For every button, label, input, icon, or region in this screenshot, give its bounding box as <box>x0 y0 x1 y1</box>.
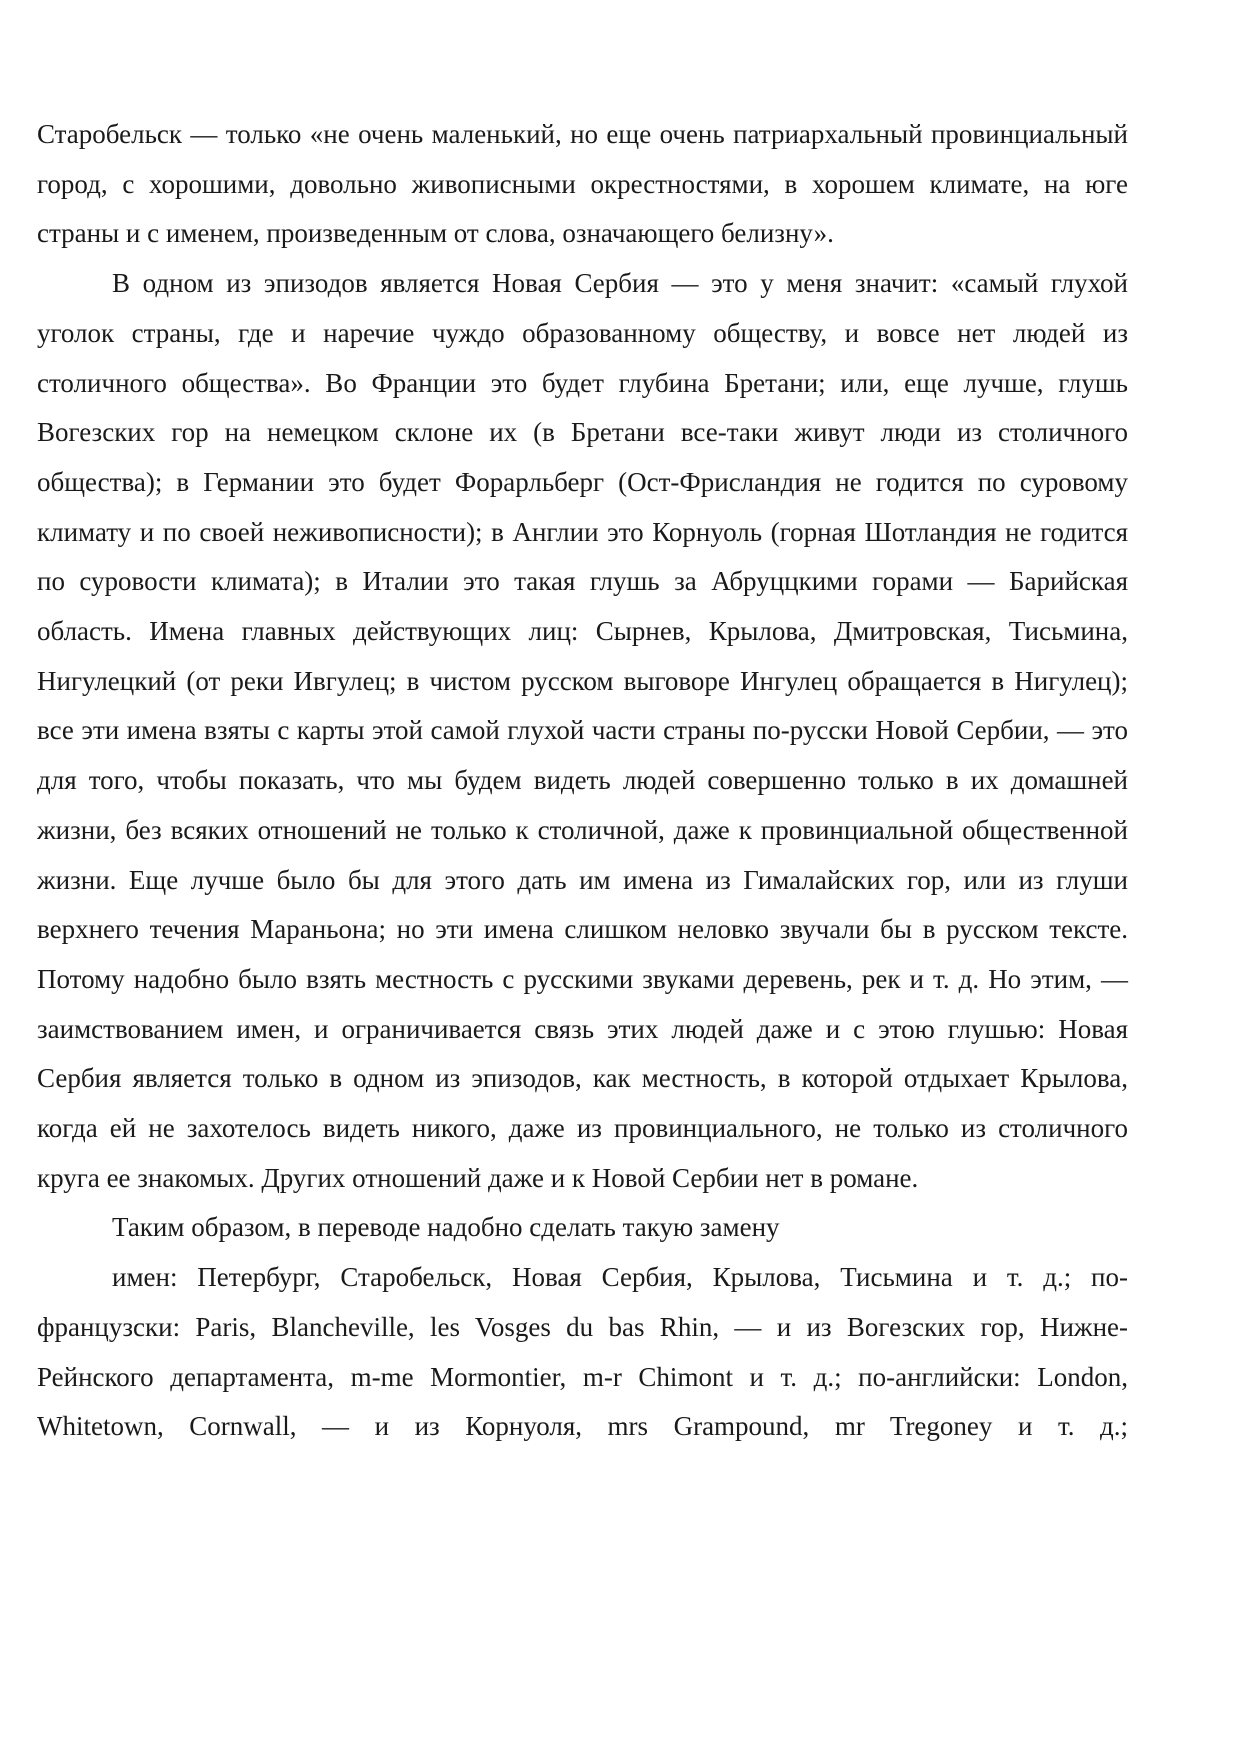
paragraph-starobelsk: Старобельск — только «не очень маленький, но еще очень патриархальный провинциальный город, с хорошими, довольно живописными окрестностями, в хорошем климате, на юге страны и с именем, произведенным от слова, означающего белизну». <box>37 119 1128 249</box>
document-body <box>37 110 1128 1452</box>
paragraph-new-serbia: В одном из эпизодов является Новая Сербия — это у меня значит: «самый глухой уголок страны, где и наречие чуждо образованному обществу, и вовсе нет людей из столичного общества». Во Франции это будет глубина Бретани; или, еще лучше, глушь Вогезских гор на немецком склоне их (в Бретани все-таки живут люди из столичного общества); в Германии это будет Форарльберг (Ост-Фрисландия не годится по суровому климату и по своей неживописности); в Англии это Корнуоль (горная Шотландия не годится по суровости климата); в Италии это такая глушь за Абруццкими горами — Барийская область. Имена главных действующих лиц: Сырнев, Крылова, Дмитровская, Тисьмина, Нигулецкий (от реки Ивгулец; в чистом русском выговоре Ингулец обращается в Нигулец); все эти имена взяты с карты этой самой глухой части страны по-русски Новой Сербии, — это для того, чтобы показать, что мы будем видеть людей совершенно только в их домашней жизни, без всяких отношений не только к столичной, даже к провинциальной общественной жизни. Еще лучше было бы для этого дать им имена из Гималайских гор, или из глуши верхнего течения Мараньона; но эти имена слишком неловко звучали бы в русском тексте. Потому надобно было взять местность с русскими звуками деревень, рек и т. д. Но этим, — заимствованием имен, и ограничивается связь этих людей даже и с этою глушью: Новая Сербия является только в одном из эпизодов, как местность, в которой отдыхает Крылова, когда ей не захотелось видеть никого, даже из провинциального, не только из столичного круга ее знакомых. Других отношений даже и к Новой Сербии нет в романе. <box>37 268 1128 1193</box>
paragraph-name-replacements: имен: Петербург, Старобельск, Новая Сербия, Крылова, Тисьмина и т. д.; по-французски: Paris, Blancheville, les Vosges du bas Rhin, — и из Вогезских гор, Нижне-Рейнского департамента, m-me Mormontier, m-r Chimont и т. д.; по-английски: London, Whitetown, Cornwall, — и из Корнуоля, mrs Grampound, mr Tregoney и т. д.; <box>37 1262 1128 1442</box>
paragraph-replacement-intro: Таким образом, в переводе надобно сделать такую замену <box>112 1212 780 1243</box>
